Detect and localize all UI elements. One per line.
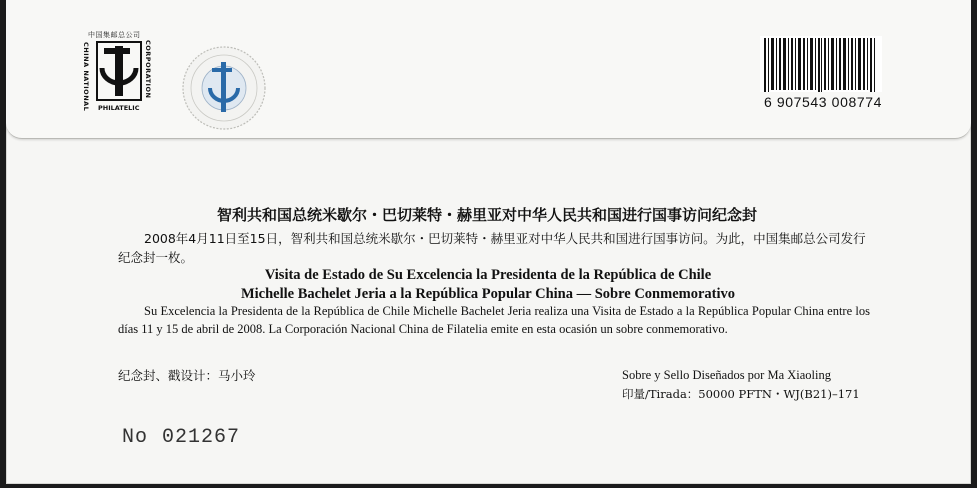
- title-spanish-line2: Michelle Bachelet Jeria a la República Popular China — Sobre Conmemorativo: [240, 286, 736, 302]
- barcode: [760, 36, 882, 92]
- title-chinese: 智利共和国总统米歇尔・巴切莱特・赫里亚对中华人民共和国进行国事访问纪念封: [217, 206, 758, 224]
- serial-value: 021267: [162, 426, 241, 449]
- title-spanish: [150, 266, 826, 304]
- designer-credit-spanish: Sobre y Sello Diseñados por Ma Xiaoling: [622, 368, 832, 382]
- designer-credit-chinese: 纪念封、戳设计：马小玲: [118, 368, 256, 383]
- barcode-number: 6 907543 008774: [764, 94, 882, 110]
- commemorative-seal-icon: [180, 44, 268, 132]
- logo-bottom-text: PHILATELIC: [98, 104, 140, 112]
- paragraph-chinese: 2008年4月11日至15日，智利共和国总统米歇尔・巴切莱特・赫里亚对中华人民共和国进行国事访问。为此，中国集邮总公司发行纪念封一枚。: [118, 231, 866, 265]
- serial-prefix: No: [122, 426, 149, 449]
- paragraph-spanish: Su Excelencia la Presidenta de la República de Chile Michelle Bachelet Jeria realiza una Visita de Estado a la República Popular China entre los días 11 y 15 de abril de 2008. La Corporación Nacional China de Filatelia emite en esta ocasión un sobre conmemorativo.: [118, 304, 870, 336]
- philatelic-mark-icon: [94, 40, 144, 102]
- logo-right-text: CORPORATION: [144, 40, 152, 99]
- print-run: 印量/Tirada：50000 PFTN・WJ(B21)–171: [622, 387, 860, 401]
- logo-top-text: 中国集邮总公司: [88, 31, 141, 39]
- china-philatelic-logo: [80, 30, 160, 116]
- logo-left-text: CHINA NATIONAL: [82, 42, 90, 112]
- title-spanish-line1: Visita de Estado de Su Excelencia la Presidenta de la República de Chile: [264, 267, 712, 283]
- serial-number: [122, 426, 240, 449]
